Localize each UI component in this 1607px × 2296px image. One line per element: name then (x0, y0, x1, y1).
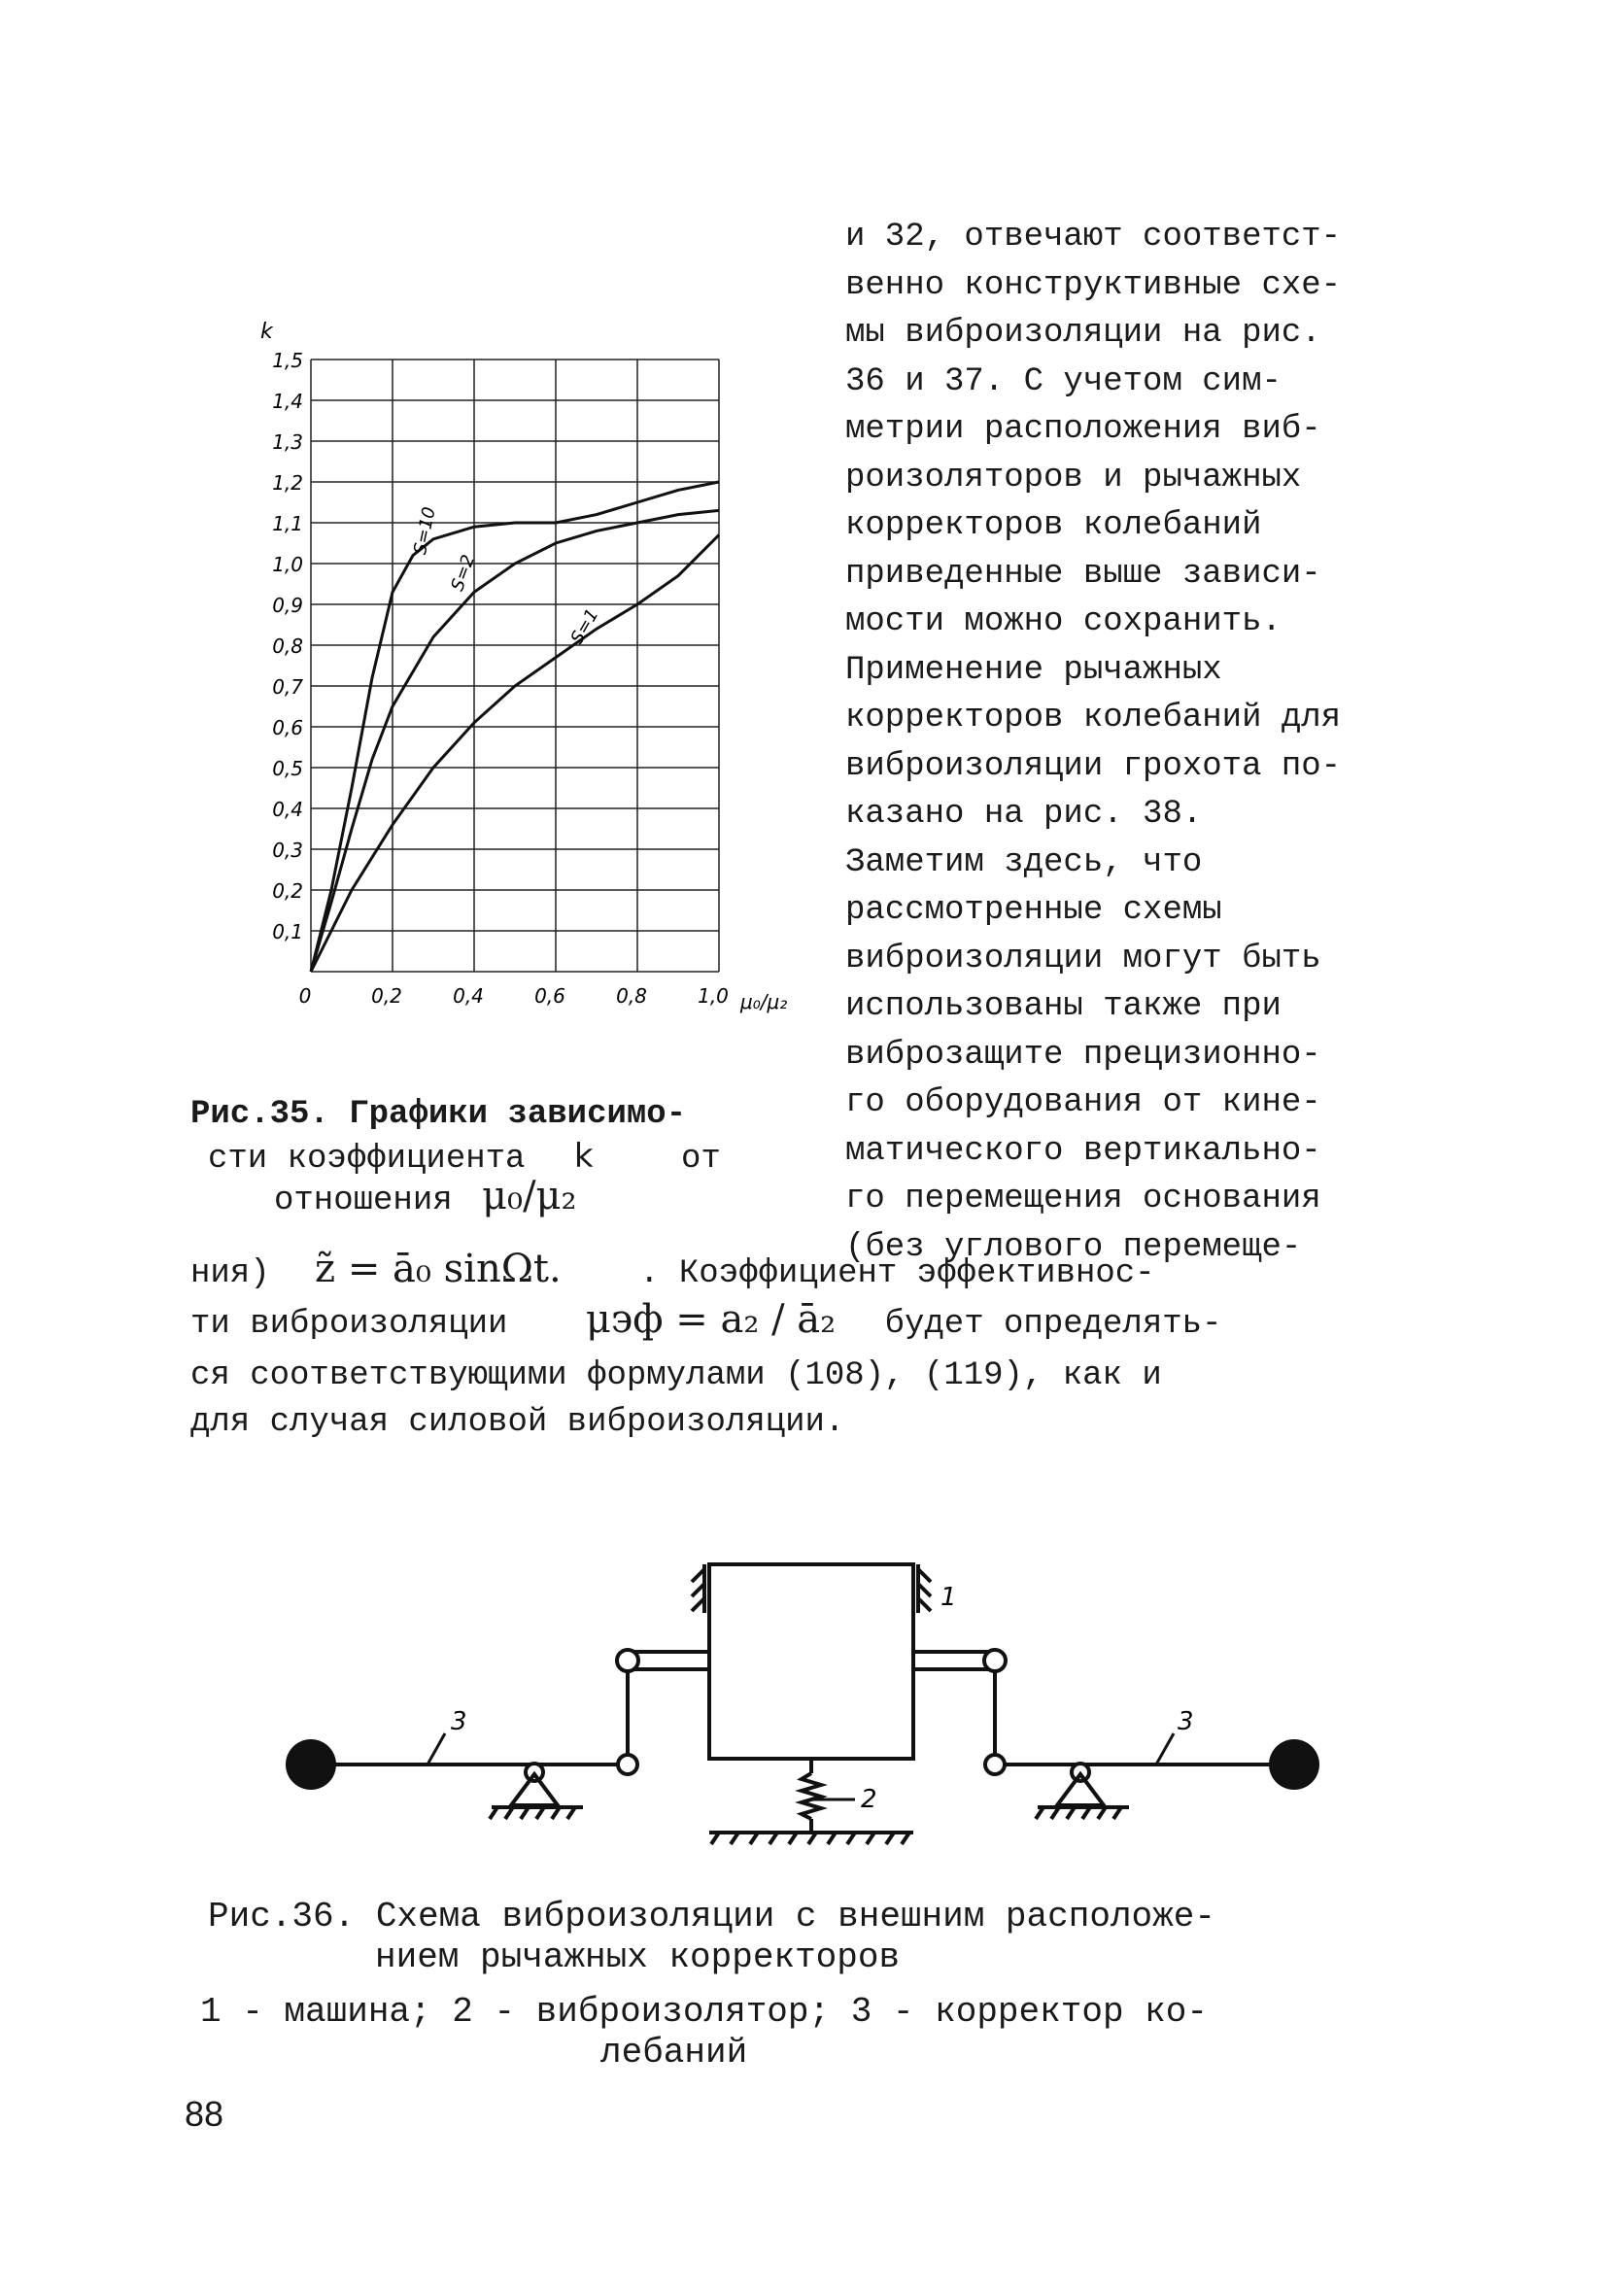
right-column-line: приведенные выше зависи- (845, 555, 1321, 593)
right-column-line: и 32, отвечают соответст- (845, 219, 1342, 256)
y-axis-label: k (260, 320, 273, 344)
label-machine: 1 (940, 1583, 957, 1612)
x-tick-label: 0,6 (534, 984, 565, 1008)
right-column-line: виброизоляции грохота по- (845, 747, 1342, 785)
x-tick-label: 0,4 (453, 984, 484, 1008)
right-column-line: корректоров колебаний (845, 507, 1262, 544)
x-tick-label: 1,0 (698, 984, 729, 1008)
right-column-line: метрии расположения виб- (845, 411, 1321, 448)
x-tick-label: 0 (298, 984, 312, 1008)
fig35-caption-line3 (274, 1174, 577, 1219)
y-tick-label: 0,9 (272, 594, 303, 617)
y-tick-label: 1,2 (272, 471, 303, 495)
right-column-line: Заметим здесь, что (845, 843, 1203, 881)
right-column-line: использованы также при (845, 988, 1282, 1025)
curve-label: S=1 (566, 605, 603, 648)
curve-label: S=2 (447, 552, 480, 595)
fig35-caption-line2 (208, 1137, 721, 1178)
curve-s-2 (311, 510, 719, 972)
right-column-line: матического вертикально- (845, 1132, 1321, 1170)
right-column-line: 36 и 37. С учетом сим- (845, 362, 1282, 400)
fig35-chart (233, 311, 797, 1059)
right-column-line: виброизоляции могут быть (845, 940, 1321, 977)
y-ticks (272, 349, 303, 943)
right-mass (1269, 1739, 1319, 1790)
text-line-1 (190, 1246, 1155, 1297)
fig36-legend-line2: лебаний (600, 2033, 748, 2073)
right-column-line: роизоляторов и рычажных (845, 459, 1302, 497)
left-mass (286, 1739, 336, 1790)
chart-grid (311, 360, 719, 972)
fig35-caption-text3: отношения (274, 1182, 453, 1219)
y-tick-label: 1,0 (272, 553, 303, 576)
fig36-legend-line1: 1 - машина; 2 - виброизолятор; 3 - корректор ко- (200, 1992, 1208, 2032)
formula-mu: μэф = a₂ / ā₂ (585, 1297, 837, 1342)
fig36-caption-line1: Рис.36. Схема виброизоляции с внешним расположе- (208, 1897, 1215, 1936)
right-column-line: виброзащите прецизионно- (845, 1036, 1321, 1074)
curve-label: S=10 (409, 504, 440, 557)
text-line-4: для случая силовой виброизоляции. (190, 1404, 845, 1441)
right-column-line: го перемещения основания (845, 1181, 1321, 1217)
y-tick-label: 0,4 (272, 798, 303, 821)
y-tick-label: 0,7 (272, 675, 303, 699)
fig35-caption-label: Рис.35. (190, 1096, 329, 1133)
x-tick-label: 0,2 (371, 984, 402, 1008)
right-column-line: го оборудования от кине- (845, 1084, 1321, 1121)
page-number: 88 (185, 2094, 224, 2134)
y-tick-label: 1,3 (272, 430, 303, 454)
curve-s-1 (311, 535, 719, 972)
y-tick-label: 0,8 (272, 634, 303, 658)
y-tick-label: 0,3 (272, 839, 303, 862)
x-tick-label: 0,8 (616, 984, 647, 1008)
fig36-schematic (272, 1545, 1360, 1875)
label-isolator: 2 (861, 1785, 877, 1814)
fig36-caption-line2: нием рычажных корректоров (375, 1937, 901, 1977)
fig35-caption-k: k (573, 1137, 594, 1176)
y-tick-label: 0,6 (272, 716, 303, 739)
right-column-line: рассмотренные схемы (845, 892, 1222, 929)
fig35-caption-text2: сти коэффициента (208, 1141, 526, 1178)
text-line-1-end: . Коэффициент эффективнос- (639, 1255, 1155, 1292)
x-ticks (299, 984, 729, 1008)
y-tick-label: 0,5 (272, 757, 303, 780)
right-column-line: корректоров колебаний для (845, 700, 1342, 737)
y-tick-label: 0,2 (272, 879, 303, 903)
y-tick-label: 1,5 (272, 349, 303, 372)
right-column-line: венно конструктивные схе- (845, 266, 1342, 304)
right-column-line: Применение рычажных (845, 651, 1222, 689)
label-corrector-right: 3 (1178, 1707, 1194, 1736)
right-column-line: (без углового перемеще- (845, 1228, 1302, 1266)
text-line-2-start: ти виброизоляции (190, 1306, 508, 1343)
formula-z: z̃ = ā₀ sinΩt. (315, 1247, 562, 1291)
y-tick-label: 1,1 (272, 512, 303, 535)
label-corrector-left: 3 (451, 1707, 467, 1736)
text-line-1-start: ния) (190, 1255, 270, 1292)
text-line-2 (190, 1296, 1221, 1348)
fig35-caption-formula: μ₀/μ₂ (482, 1174, 577, 1218)
machine-box (709, 1564, 913, 1759)
right-column-line: мы виброизоляции на рис. (845, 315, 1321, 352)
fig35-caption-ot: от (680, 1141, 721, 1178)
text-line-2-end: будет определять- (884, 1306, 1222, 1343)
right-column-line: мости можно сохранить. (845, 603, 1282, 640)
fig35-caption-text1: Графики зависимо- (349, 1096, 687, 1133)
fig35-caption-line1 (190, 1096, 686, 1133)
text-line-3: ся соответствующими формулами (108), (119), как и (190, 1357, 1162, 1394)
y-tick-label: 0,1 (272, 920, 303, 943)
y-tick-label: 1,4 (272, 390, 303, 413)
x-axis-label: μ₀/μ₂ (740, 990, 788, 1013)
right-column-line: казано на рис. 38. (845, 796, 1203, 833)
